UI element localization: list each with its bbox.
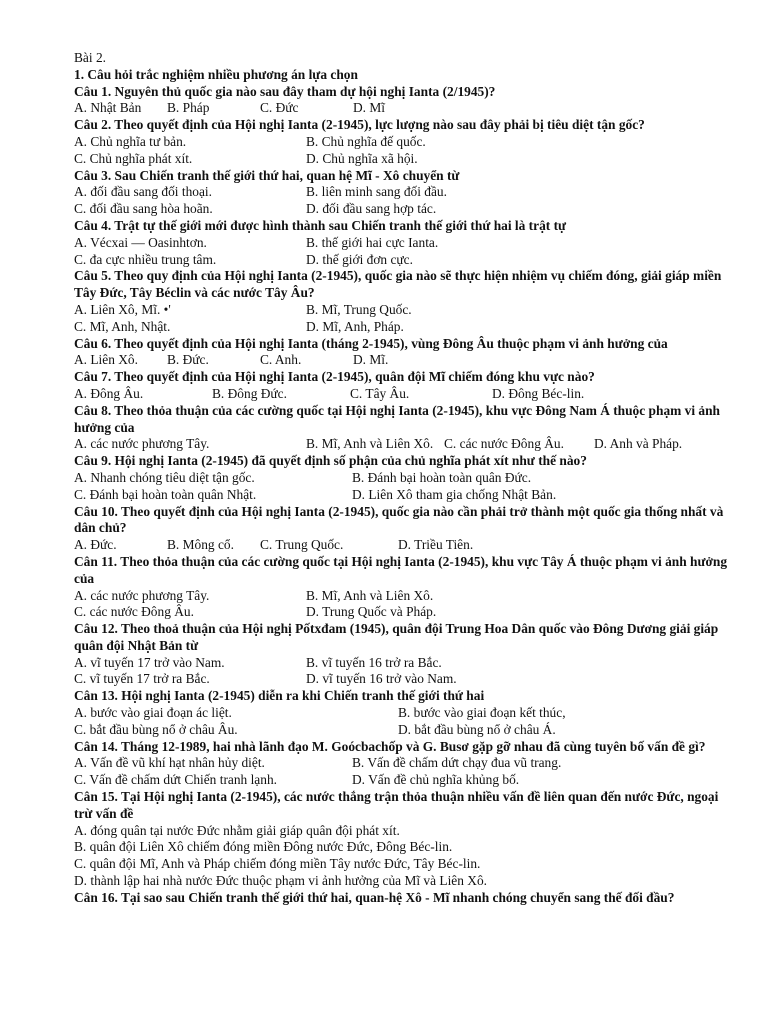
options-row <box>74 487 728 504</box>
option-a: A. các nước phương Tây. <box>74 436 210 452</box>
option-c: C. Mĩ, Anh, Nhật. <box>74 318 171 334</box>
question-text: Cân 16. Tại sao sau Chiến tranh thế giới thứ hai, quan-hệ Xô - Mĩ nhanh chóng chuyển sang thế đối đầu? <box>74 889 675 905</box>
options-row <box>74 772 728 789</box>
options-row <box>74 722 728 739</box>
option-a: A. các nước phương Tây. <box>74 587 210 603</box>
options-row <box>74 436 728 453</box>
option-c: C. Tây Âu. <box>350 385 410 401</box>
question-text: Câu 10. Theo quyết định của Hội nghị Ianta (2-1945), quốc gia nào cần phải trở thành một quốc gia thống nhất và dân chủ? <box>74 503 724 536</box>
option-c: C. vĩ tuyến 17 trở ra Bắc. <box>74 671 210 687</box>
options-row <box>74 302 728 319</box>
lesson-title: Bài 2. <box>74 50 106 65</box>
options-row <box>74 252 728 269</box>
options-row <box>74 671 728 688</box>
options-row <box>74 134 728 151</box>
option-d: D. vĩ tuyến 16 trở vào Nam. <box>306 671 457 687</box>
question-4 <box>74 218 728 268</box>
options-row <box>74 604 728 621</box>
question-13 <box>74 688 728 738</box>
option-a: A. vĩ tuyến 17 trở vào Nam. <box>74 654 225 670</box>
section-heading: 1. Câu hỏi trắc nghiệm nhiều phương án lựa chọn <box>74 66 358 82</box>
question-14 <box>74 739 728 789</box>
option-b: B. Vấn đề chấm dứt chạy đua vũ trang. <box>352 755 562 771</box>
option-c: C. Chủ nghĩa phát xít. <box>74 150 193 166</box>
options-row <box>74 655 728 672</box>
option-a: A. đóng quân tại nước Đức nhằm giải giáp quân đội phát xít. <box>74 822 400 838</box>
question-6 <box>74 336 728 370</box>
question-text: Câu 7. Theo quyết định của Hội nghị Ianta (2-1945), quân đội Mĩ chiếm đóng khu vực nào? <box>74 369 595 385</box>
option-c: C. quân đội Mĩ, Anh và Pháp chiếm đóng miền Tây nước Đức, Tây Béc-lin. <box>74 856 481 872</box>
options-row <box>74 386 728 403</box>
option-b: B. Chủ nghĩa đế quốc. <box>306 133 426 149</box>
option-d: D. Vấn đề chủ nghĩa khủng bố. <box>352 772 520 788</box>
question-text: Cân 15. Tại Hội nghị Ianta (2-1945), các nước thắng trận thỏa thuận nhiều vấn đề liên quan đến nước Đức, ngoại trừ vấn đề <box>74 789 719 821</box>
option-b: B. Pháp <box>167 100 210 116</box>
option-b: B. Mĩ, Trung Quốc. <box>306 301 412 317</box>
option-d: D. đối đầu sang hợp tác. <box>306 201 437 217</box>
option-b: B. bước vào giai đoạn kết thúc, <box>398 705 566 721</box>
option-a: A. Liên Xô. <box>74 352 138 368</box>
question-text: Câu 3. Sau Chiến tranh thế giới thứ hai, quan hệ Mĩ - Xô chuyển từ <box>74 167 460 183</box>
option-d: D. Trung Quốc và Pháp. <box>306 604 437 620</box>
question-text: Cân 13. Hội nghị Ianta (2-1945) diễn ra khi Chiến tranh thế giới thứ hai <box>74 688 485 704</box>
question-text: Câu 6. Theo quyết định của Hội nghị Ianta (tháng 2-1945), vùng Đông Âu thuộc phạm vi ảnh hưởng của <box>74 335 668 351</box>
question-text: Cân 14. Tháng 12-1989, hai nhà lãnh đạo M. Goócbachốp và G. Busơ gặp gỡ nhau đã cùng tuyên bố vấn đề gì? <box>74 738 706 754</box>
option-a: A. Vécxai — Oasinhtơn. <box>74 234 207 250</box>
options-row <box>74 151 728 168</box>
options-row <box>74 470 728 487</box>
question-9 <box>74 453 728 503</box>
option-a: A. Vấn đề vũ khí hạt nhân hủy diệt. <box>74 755 265 771</box>
options-row <box>74 184 728 201</box>
option-b: B. Mĩ, Anh và Liên Xô. <box>306 587 434 603</box>
options-row <box>74 319 728 336</box>
options-row <box>74 201 728 218</box>
question-text: Câu 4. Trật tự thế giới mới được hình thành sau Chiến tranh thế giới thứ hai là trật tự <box>74 217 567 233</box>
question-8 <box>74 403 728 453</box>
option-c: C. đa cực nhiều trung tâm. <box>74 251 217 267</box>
option-a: A. bước vào giai đoạn ác liệt. <box>74 705 232 721</box>
option-d: D. Liên Xô tham gia chống Nhật Bản. <box>352 486 557 502</box>
option-a: A. Liên Xô, Mĩ. •' <box>74 301 171 317</box>
option-b: B. quân đội Liên Xô chiếm đóng miền Đông nước Đức, Đông Béc-lin. <box>74 839 453 855</box>
option-d: D. Mĩ, Anh, Pháp. <box>306 318 404 334</box>
option-b: B. vĩ tuyến 16 trở ra Bắc. <box>306 654 442 670</box>
question-text: Câu 12. Theo thoả thuận của Hội nghị Pốtxđam (1945), quân đội Trung Hoa Dân quốc vào Đông Dương giải giáp quân đội Nhật Bản từ <box>74 621 719 653</box>
question-3 <box>74 168 728 218</box>
question-10 <box>74 504 728 554</box>
options-row <box>74 588 728 605</box>
option-b: B. Đức. <box>167 352 209 368</box>
option-d: D. Anh và Pháp. <box>594 436 683 452</box>
question-16 <box>74 890 728 907</box>
options-row <box>74 705 728 722</box>
question-11 <box>74 554 728 621</box>
question-15 <box>74 789 728 890</box>
option-b: B. liên minh sang đối đầu. <box>306 184 447 200</box>
option-c: C. các nước Đông Âu. <box>74 604 194 620</box>
option-a: A. đối đầu sang đối thoại. <box>74 184 212 200</box>
option-c: C. Trung Quốc. <box>260 537 344 553</box>
options-list <box>74 823 728 890</box>
option-b: B. Mông cổ. <box>167 537 234 553</box>
question-text: Câu 8. Theo thỏa thuận của các cường quốc tại Hội nghị Ianta (2-1945), khu vực Đông Nam Á thuộc phạm vi ảnh hưởng của <box>74 402 720 435</box>
question-text: Câu 5. Theo quy định của Hội nghị Ianta (2-1945), quốc gia nào sẽ thực hiện nhiệm vụ chiếm đóng, giải giáp miền Tây Đức, Tây Béclin và các nước Tây Âu? <box>74 268 722 301</box>
options-row <box>74 352 728 369</box>
options-row <box>74 100 728 117</box>
option-d: D. Triều Tiên. <box>398 537 474 553</box>
option-d: D. Đông Béc-lin. <box>492 385 585 401</box>
question-text: Câu 9. Hội nghị Ianta (2-1945) đã quyết định số phận của chủ nghĩa phát xít như thế nào? <box>74 453 587 469</box>
option-c: C. đối đầu sang hòa hoãn. <box>74 201 213 217</box>
option-d: D. thành lập hai nhà nước Đức thuộc phạm vi ảnh hưởng của Mĩ và Liên Xô. <box>74 873 488 889</box>
option-b: B. Mĩ, Anh và Liên Xô. <box>306 436 434 452</box>
option-c: C. Vấn đề chấm dứt Chiến tranh lạnh. <box>74 772 277 788</box>
option-d: D. thế giới đơn cực. <box>306 251 413 267</box>
option-d: D. Mĩ. <box>353 352 389 368</box>
option-c: C. Anh. <box>260 352 302 368</box>
option-a: A. Nhật Bản <box>74 100 142 116</box>
option-a: A. Đức. <box>74 537 117 553</box>
options-row <box>74 235 728 252</box>
option-d: D. Chủ nghĩa xã hội. <box>306 150 418 166</box>
question-text: Câu 1. Nguyên thủ quốc gia nào sau đây tham dự hội nghị Ianta (2/1945)? <box>74 83 496 99</box>
question-text: Cân 11. Theo thỏa thuận của các cường quốc tại Hội nghị Ianta (2-1945), khu vực Tây Á thuộc phạm vi ảnh hưởng của <box>74 553 728 586</box>
options-row <box>74 537 728 554</box>
option-d: D. Mĩ <box>353 100 385 116</box>
question-text: Câu 2. Theo quyết định của Hội nghị Ianta (2-1945), lực lượng nào sau đây phải bị tiêu diệt tận gốc? <box>74 117 645 133</box>
option-a: A. Đông Âu. <box>74 385 144 401</box>
options-row <box>74 755 728 772</box>
option-a: A. Nhanh chóng tiêu diệt tận gốc. <box>74 469 255 485</box>
question-7 <box>74 369 728 403</box>
option-b: B. thế giới hai cực Ianta. <box>306 234 439 250</box>
question-12 <box>74 621 728 688</box>
option-c: C. Đức <box>260 100 299 116</box>
option-c: C. các nước Đông Âu. <box>444 436 564 452</box>
option-b: B. Đánh bại hoàn toàn quân Đức. <box>352 469 532 485</box>
option-d: D. bắt đầu bùng nổ ở châu Á. <box>398 721 556 737</box>
option-a: A. Chủ nghĩa tư bản. <box>74 133 187 149</box>
option-c: C. Đánh bại hoàn toàn quân Nhật. <box>74 486 257 502</box>
question-1 <box>74 84 728 118</box>
option-b: B. Đông Đức. <box>212 385 287 401</box>
question-5 <box>74 268 728 335</box>
question-2 <box>74 117 728 167</box>
option-c: C. bắt đầu bùng nổ ở châu Âu. <box>74 721 238 737</box>
